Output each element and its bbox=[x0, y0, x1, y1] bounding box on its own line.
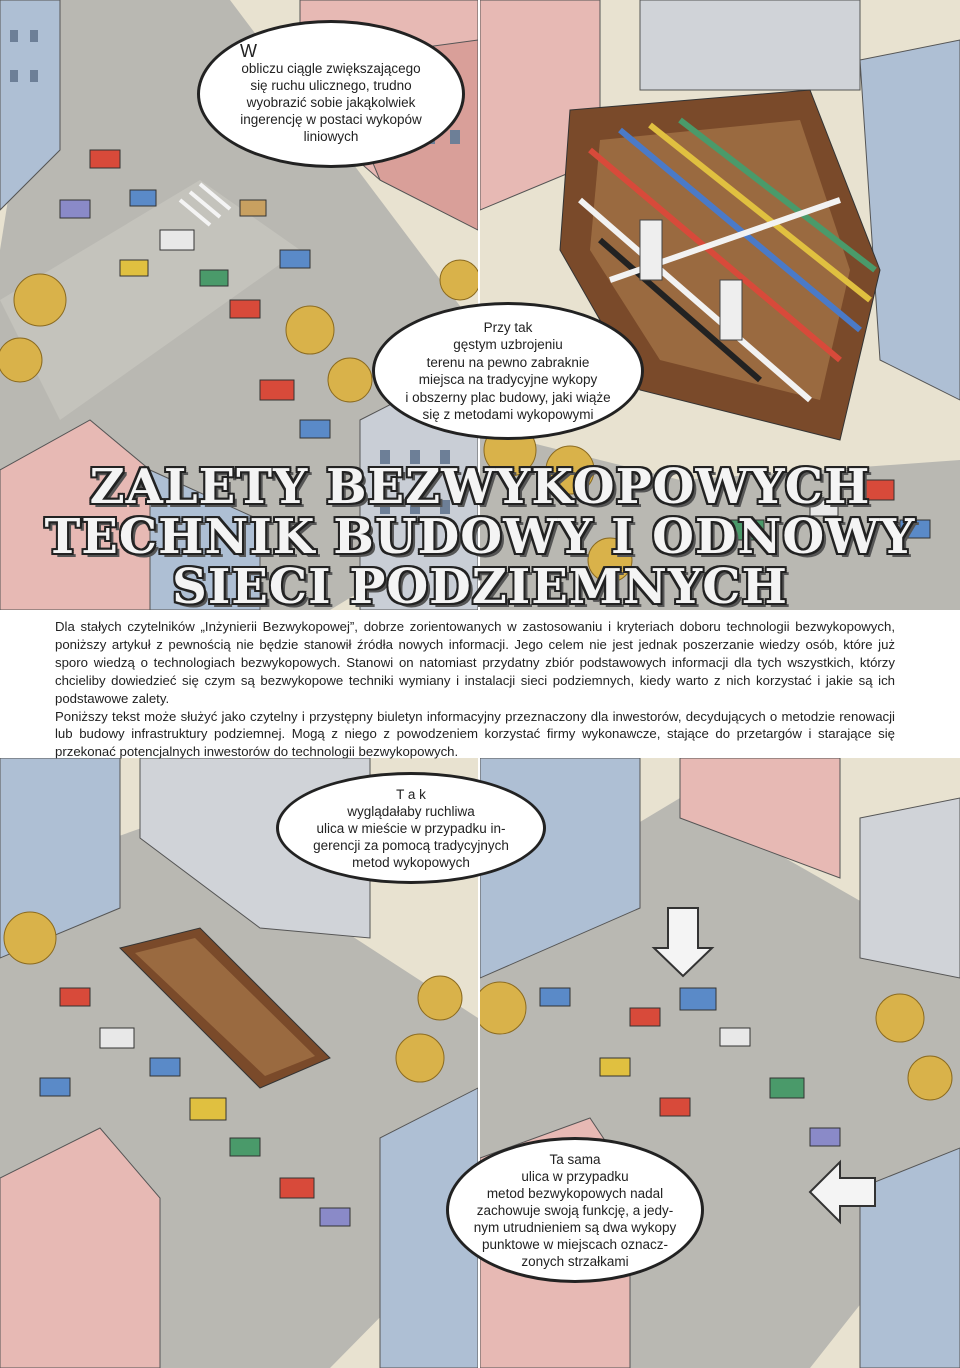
bubble-top-left bbox=[197, 20, 465, 168]
bubble-text-line: się z metodami wykopowymi bbox=[422, 407, 594, 422]
bubble-text-line: się ruchu ulicznego, trudno bbox=[250, 78, 412, 93]
bubble-text-line: punktowe w miejscach oznacz- bbox=[481, 1236, 669, 1252]
bubble-text-line: wyobrazić sobie jakąkolwiek bbox=[246, 95, 416, 110]
intro-text bbox=[55, 618, 895, 761]
bubble-text-line: Przy tak bbox=[483, 319, 533, 335]
bubble-text-line: liniowych bbox=[303, 129, 359, 144]
bubble-text-line: wyglądałaby ruchliwa bbox=[347, 803, 475, 819]
bubble-text-line: metod wykopowych bbox=[352, 854, 470, 870]
page-title-line-2: TECHNIK BUDOWY I ODNOWY bbox=[44, 509, 916, 565]
bubble-bottom-right bbox=[446, 1137, 704, 1283]
bubble-text-line: W bbox=[240, 41, 257, 61]
bubble-bottom-left bbox=[276, 772, 546, 884]
bubble-text-line: obliczu ciągle zwiększającego bbox=[241, 61, 421, 76]
bubble-text-line: ulica w mieście w przypadku in- bbox=[316, 820, 506, 836]
bubble-text-line: metod bezwykopowych nadal bbox=[486, 1185, 664, 1201]
bubble-text-line: T a k bbox=[396, 786, 426, 802]
bubble-text-line: gerencji za pomocą tradycyjnych bbox=[313, 837, 509, 853]
bubble-text-line: ulica w przypadku bbox=[521, 1168, 629, 1184]
page-title-line-1: ZALETY BEZWYKOPOWYCH bbox=[89, 459, 871, 515]
bubble-text-line: zachowuje swoją funkcję, a jedy- bbox=[476, 1202, 674, 1218]
bubble-text-line: zonych strzałkami bbox=[521, 1253, 629, 1269]
bubble-top-right bbox=[372, 302, 644, 440]
page-title-line-3: SIECI PODZIEMNYCH bbox=[172, 559, 788, 615]
intro-paragraph-1: Dla stałych czytelników „Inżynierii Bezwykopowej”, dobrze zorientowanych w zastosowaniu i kryteriach doboru technologii bezwykopowych, poniższy artykuł z pewnością nie będzie stanowił źródła nowych informacji. Jego celem nie jest jednak poszerzanie wiedzy osób, które już sporo wiedzą o technologiach bezwykopowych. Stanowi on natomiast przydatny zbiór podstawowych informacji dla tych wszystkich, którzy chcieliby dowiedzieć się czym są bezwykopowe techniki wymiany i instalacji sieci podziemnych, kiedy warto z nich korzystać i jakie są ich podstawowe zalety. bbox=[55, 619, 895, 706]
bubble-text-line: i obszerny plac budowy, jaki wiąże bbox=[405, 389, 611, 405]
intro-paragraph-2: Poniższy tekst może służyć jako czytelny i przystępny biuletyn informacyjny przeznaczony dla inwestorów, decydujących o metodzie renowacji lub budowy infrastruktury podziemnej. Mogą z niego z powodzeniem korzystać firmy wykonawcze, stające do przetargów i starające się przekonać potencjalnych inwestorów do technologii bezwykopowych. bbox=[55, 708, 895, 760]
bubble-text-line: ingerencję w postaci wykopów bbox=[240, 112, 422, 127]
bubble-text-line: Ta sama bbox=[549, 1151, 601, 1167]
bubble-text-line: gęstym uzbrojeniu bbox=[453, 337, 563, 352]
bubble-text-line: terenu na pewno zabraknie bbox=[426, 354, 590, 370]
bubble-text-line: nym utrudnieniem są dwa wykopy bbox=[473, 1219, 677, 1235]
bubble-text-line: miejsca na tradycyjne wykopy bbox=[418, 372, 598, 387]
